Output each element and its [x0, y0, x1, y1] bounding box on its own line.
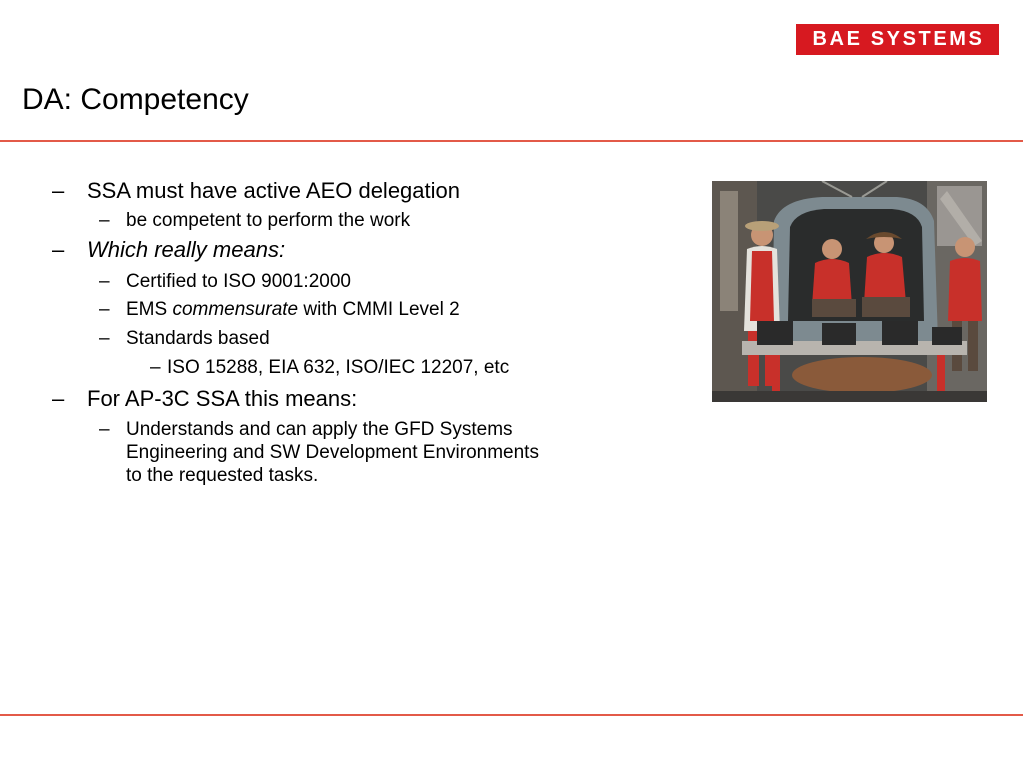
bullet-dash: – — [99, 299, 110, 320]
team-photo-illustration — [712, 181, 987, 402]
bullet-text: For AP-3C SSA this means: — [87, 386, 358, 411]
bullet-dash: – — [52, 386, 65, 411]
bullet-text-emphasis: commensurate — [172, 299, 299, 320]
bullet-text: ISO 15288, EIA 632, ISO/IEC 12207, etc — [167, 357, 510, 378]
bullet-dash: – — [99, 210, 110, 231]
bullet-text: Standards based — [126, 328, 270, 349]
bullet-dash: – — [99, 328, 110, 349]
bullet-dash: – — [150, 357, 161, 378]
bullet-text: SSA must have active AEO delegation — [87, 178, 461, 203]
team-photo — [712, 181, 987, 402]
bullet-text-line: Engineering and SW Development Environments — [126, 442, 539, 463]
bullet-text-line: to the requested tasks. — [126, 465, 319, 486]
bullet-dash: – — [52, 237, 65, 262]
bullet-dash: – — [99, 419, 110, 440]
bullet-text: Certified to ISO 9001:2000 — [126, 271, 351, 292]
bae-systems-logo: BAE SYSTEMS — [796, 24, 999, 55]
bullet-dash: – — [52, 178, 65, 203]
bullet-text-multiline — [126, 418, 539, 487]
bullet-text-pre: EMS — [126, 299, 173, 320]
bullet-dash: – — [99, 271, 110, 292]
bullet-text: be competent to perform the work — [126, 210, 411, 231]
bullet-text — [126, 298, 460, 321]
slide-title: DA: Competency — [22, 83, 249, 116]
bullet-text-line: Understands and can apply the GFD Systems — [126, 419, 513, 440]
bullet-text-post: with CMMI Level 2 — [298, 299, 460, 320]
bullet-text: Which really means: — [87, 237, 286, 262]
